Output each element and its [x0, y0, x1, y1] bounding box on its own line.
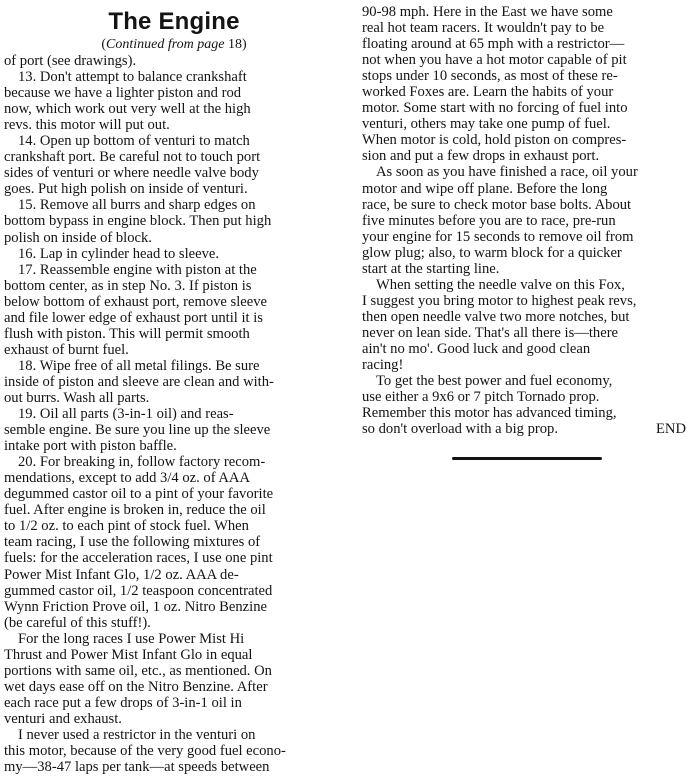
text-line: five minutes before you are to race, pre-run: [362, 212, 616, 229]
text-line: For the long races I use Power Mist Hi: [18, 630, 245, 647]
text-line: team racing, I use the following mixtures of: [4, 534, 261, 551]
text-line: so don't overload with a big prop.: [362, 421, 558, 438]
text-line: motor. Some start with no forcing of fuel into: [362, 100, 628, 117]
end-divider: [452, 457, 602, 460]
text-line: 15. Remove all burrs and sharp edges on: [18, 197, 256, 214]
text-line: crankshaft port. Be careful not to touch port: [4, 149, 261, 166]
text-line: semble engine. Be sure you line up the sleeve: [4, 422, 271, 439]
text-line: fuels: for the acceleration races, I use one pint: [4, 550, 273, 567]
text-line: out burrs. Wash all parts.: [4, 389, 150, 406]
text-line: because we have a lighter piston and rod: [4, 85, 242, 102]
text-line: 16. Lap in cylinder head to sleeve.: [18, 245, 219, 262]
text-line: As soon as you have finished a race, oil your: [376, 164, 638, 181]
text-line: flush with piston. This will permit smooth: [4, 325, 250, 342]
text-line: degummed castor oil to a pint of your favorite: [4, 486, 274, 503]
text-line: gummed castor oil, 1/2 teaspoon concentrated: [4, 582, 273, 599]
text-line: (be careful of this stuff!).: [4, 614, 151, 631]
left-column: [4, 0, 344, 781]
text-line: venturi and exhaust.: [4, 710, 122, 727]
text-line: now, which work out very well at the high: [4, 101, 251, 118]
text-line: exhaust of burnt fuel.: [4, 341, 129, 358]
text-line: Thrust and Power Mist Infant Glo in equal: [4, 646, 253, 663]
text-line: motor and wipe off plane. Before the long: [362, 180, 608, 197]
text-line: mendations, except to add 3/4 oz. of AAA: [4, 470, 251, 487]
text-line: 90-98 mph. Here in the East we have some: [362, 4, 613, 20]
text-line: ain't no mo'. Good luck and good clean: [362, 340, 591, 357]
text-line: start at the starting line.: [362, 260, 500, 277]
continued-open: (: [101, 37, 106, 52]
text-line: never on lean side. That's all there is—there: [362, 324, 619, 341]
text-line: polish on inside of block.: [4, 229, 152, 246]
article-title: The Engine: [108, 8, 240, 35]
text-line: below bottom of exhaust port, remove sleeve: [4, 293, 268, 310]
text-line: bottom center, as in step No. 3. If piston is: [4, 277, 252, 294]
text-line: this motor, because of the very good fuel econo-: [4, 743, 286, 760]
text-line: venturi, others may take one pump of fuel.: [362, 116, 611, 133]
text-line: racing!: [362, 357, 404, 374]
text-line: END: [656, 421, 686, 438]
text-line: real hot team racers. It wouldn't pay to be: [362, 20, 605, 37]
continued-label: Continued from page: [106, 37, 225, 52]
text-line: When motor is cold, hold piston on compres-: [362, 132, 627, 149]
text-line: sion and put a few drops in exhaust port.: [362, 148, 600, 165]
text-line: revs. this motor will put out.: [4, 117, 170, 134]
text-line: stops under 10 seconds, as most of these re-: [362, 68, 618, 85]
text-line: wet days ease off on the Nitro Benzine. After: [4, 678, 268, 695]
text-line: 13. Don't attempt to balance crankshaft: [18, 69, 247, 86]
text-line: goes. Put high polish on inside of venturi.: [4, 181, 248, 198]
text-line: 14. Open up bottom of venturi to match: [18, 133, 250, 150]
text-line: not when you have a hot motor capable of pit: [362, 52, 627, 69]
text-line: glow plug; also, to warm block for a quicker: [362, 244, 622, 261]
text-line: each race put a few drops of 3-in-1 oil in: [4, 694, 242, 711]
text-line: use either a 9x6 or 7 pitch Tornado prop.: [362, 389, 600, 406]
text-line: floating around at 65 mph with a restrictor—: [362, 36, 625, 53]
right-column: [362, 0, 692, 781]
text-line: race, be sure to check motor base bolts. About: [362, 196, 632, 213]
text-line: sides of venturi or where needle valve body: [4, 165, 259, 182]
continued-note: [4, 36, 344, 53]
text-line: intake port with piston baffle.: [4, 438, 177, 455]
left-column-text: [4, 53, 344, 775]
text-line: Power Mist Infant Glo, 1/2 oz. AAA de-: [4, 566, 239, 583]
text-line: bottom bypass in engine block. Then put high: [4, 213, 272, 230]
text-line: your engine for 15 seconds to remove oil from: [362, 228, 634, 245]
text-line: When setting the needle valve on this Fox,: [376, 276, 625, 293]
text-line: of port (see drawings).: [4, 53, 137, 69]
text-line: and file lower edge of exhaust port until it is: [4, 309, 263, 326]
text-line: 19. Oil all parts (3-in-1 oil) and reas-: [18, 406, 234, 423]
text-line: to 1/2 oz. to each pint of stock fuel. When: [4, 518, 249, 535]
text-line: worked Foxes are. Learn the habits of your: [362, 84, 614, 101]
continued-page-number: 18: [227, 37, 242, 52]
text-line: my—38-47 laps per tank—at speeds between: [4, 759, 270, 776]
text-line: 17. Reassemble engine with piston at the: [18, 261, 257, 278]
text-line: I suggest you bring motor to highest peak revs,: [362, 292, 637, 309]
text-line: To get the best power and fuel economy,: [376, 373, 613, 390]
text-line: then open needle valve two more notches, but: [362, 308, 630, 325]
text-line: 18. Wipe free of all metal filings. Be sure: [18, 357, 260, 374]
continued-close: ): [241, 37, 247, 52]
text-line: I never used a restrictor in the venturi on: [18, 726, 256, 743]
text-line: portions with same oil, etc., as mentioned. On: [4, 662, 272, 679]
text-line: Wynn Friction Prove oil, 1 oz. Nitro Benzine: [4, 598, 267, 615]
text-line: inside of piston and sleeve are clean and with-: [4, 373, 274, 390]
text-line: Remember this motor has advanced timing,: [362, 405, 617, 422]
right-column-text: [362, 0, 692, 437]
text-line: fuel. After engine is broken in, reduce the oil: [4, 502, 266, 519]
text-line: 20. For breaking in, follow factory recom-: [18, 454, 266, 471]
